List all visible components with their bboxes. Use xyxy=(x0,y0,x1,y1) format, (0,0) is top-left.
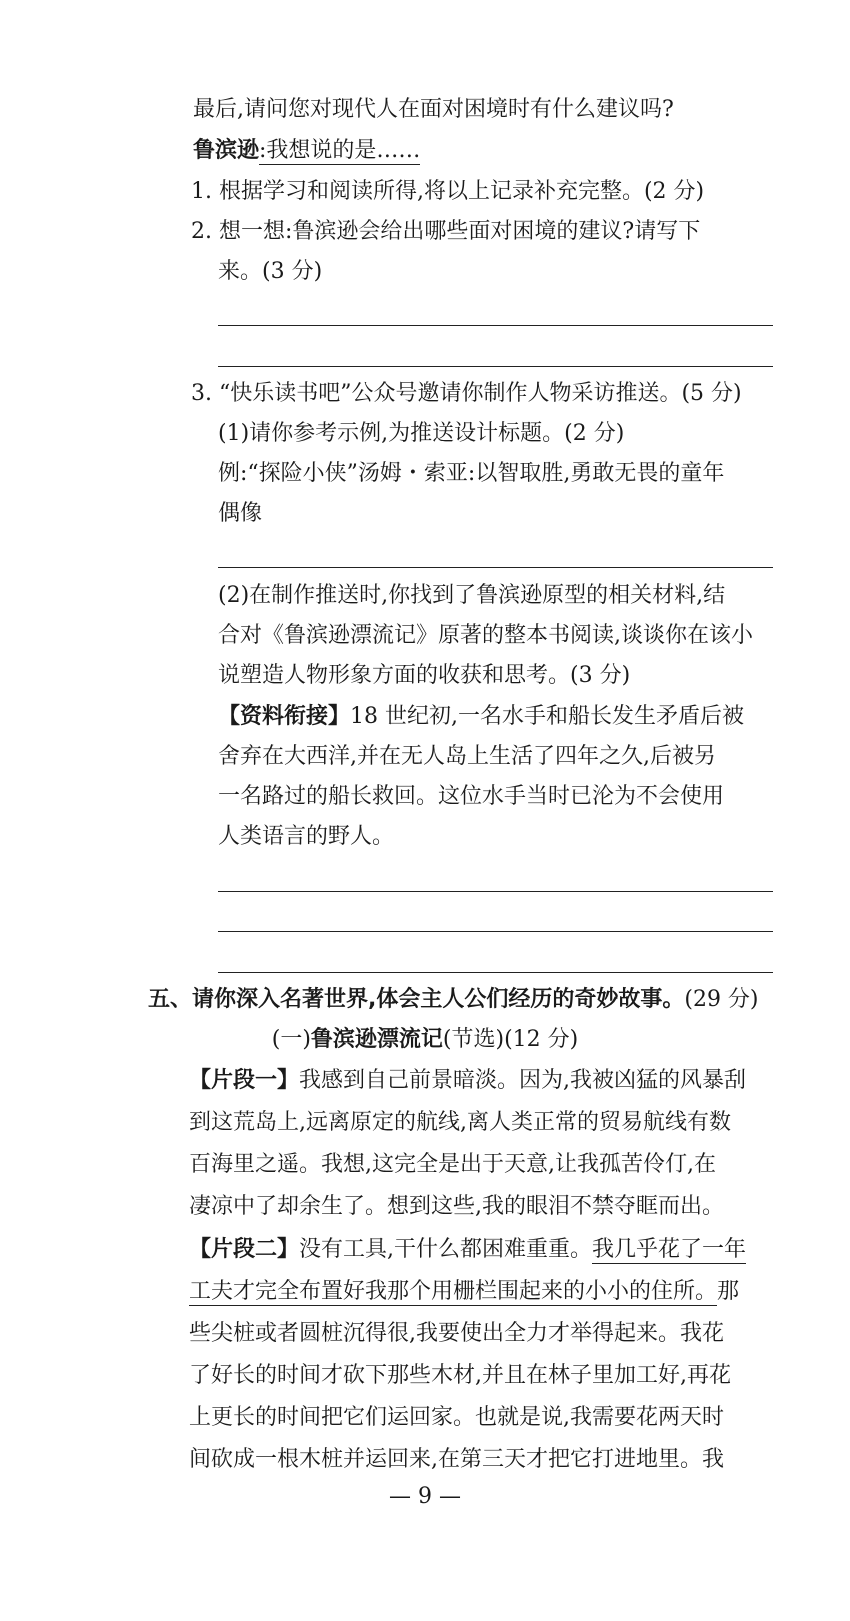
example-line-2: 偶像 xyxy=(218,501,263,526)
answer-line[interactable] xyxy=(218,567,773,568)
passage-2-label: 【片段二】 xyxy=(189,1237,300,1262)
answer-line[interactable] xyxy=(218,325,773,326)
passage-text: 我感到自己前景暗淡。因为,我被凶猛的风暴刮 xyxy=(299,1068,747,1093)
question-3-2-line-3: 说塑造人物形象方面的收获和思考。(3 分) xyxy=(218,663,631,688)
sub-heading-title: 鲁滨逊漂流记 xyxy=(310,1027,443,1052)
passage-2-line-5: 上更长的时间把它们运回家。也就是说,我需要花两天时 xyxy=(189,1405,724,1430)
reply-text: :我想说的是…… xyxy=(259,138,421,163)
passage-1-line-4: 凄凉中了却余生了。想到这些,我的眼泪不禁夺眶而出。 xyxy=(189,1194,724,1219)
material-line-2: 舍弃在大西洋,并在无人岛上生活了四年之久,后被另 xyxy=(218,744,716,769)
answer-line[interactable] xyxy=(218,972,773,973)
passage-1-line-1 xyxy=(189,1066,746,1096)
answer-line[interactable] xyxy=(218,366,773,367)
question-3-2-line-2: 合对《鲁滨逊漂流记》原著的整本书阅读,谈谈你在该小 xyxy=(218,623,753,648)
final-question: 最后,请问您对现代人在面对困境时有什么建议吗? xyxy=(193,97,674,122)
passage-2-line-3: 些尖桩或者圆桩沉得很,我要使出全力才举得起来。我花 xyxy=(189,1321,724,1346)
sub-heading-suffix: (节选)(12 分) xyxy=(442,1027,579,1052)
passage-2-line-4: 了好长的时间才砍下那些木材,并且在林子里加工好,再花 xyxy=(189,1363,731,1388)
passage-1-line-2: 到这荒岛上,远离原定的航线,离人类正常的贸易航线有数 xyxy=(189,1110,731,1135)
passage-2-line-2 xyxy=(189,1277,739,1307)
passage-1-line-3: 百海里之遥。我想,这完全是出于天意,让我孤苦伶仃,在 xyxy=(189,1152,716,1177)
sub-heading-prefix: (一) xyxy=(271,1027,311,1052)
speaker-label: 鲁滨逊 xyxy=(193,138,260,163)
passage-text: 没有工具,干什么都困难重重。 xyxy=(299,1237,593,1262)
example-line-1: 例:“探险小侠”汤姆・索亚:以智取胜,勇敢无畏的童年 xyxy=(218,461,725,486)
material-label: 【资料衔接】 xyxy=(218,704,351,729)
section-5-score: (29 分) xyxy=(684,987,759,1012)
question-3-1: (1)请你参考示例,为推送设计标题。(2 分) xyxy=(218,421,625,446)
question-1: 1. 根据学习和阅读所得,将以上记录补充完整。(2 分) xyxy=(191,179,705,204)
question-3-2-line-1: (2)在制作推送时,你找到了鲁滨逊原型的相关材料,结 xyxy=(218,583,726,608)
passage-2-line-1 xyxy=(189,1235,746,1265)
question-3: 3. “快乐读书吧”公众号邀请你制作人物采访推送。(5 分) xyxy=(191,381,742,406)
material-line-4: 人类语言的野人。 xyxy=(218,824,395,849)
passage-1-label: 【片段一】 xyxy=(189,1068,300,1093)
passage-2-line-6: 间砍成一根木桩并运回来,在第三天才把它打进地里。我 xyxy=(189,1447,724,1472)
material-line-3: 一名路过的船长救回。这位水手当时已沦为不会使用 xyxy=(218,784,725,809)
answer-line[interactable] xyxy=(218,891,773,892)
material-text: 18 世纪初,一名水手和船长发生矛盾后被 xyxy=(350,704,744,729)
section-5-title: 五、请你深入名著世界,体会主人公们经历的奇妙故事。 xyxy=(148,987,685,1012)
sub-heading xyxy=(0,1025,850,1055)
question-2-line-2: 来。(3 分) xyxy=(218,259,323,284)
question-2-line-1: 2. 想一想:鲁滨逊会给出哪些面对困境的建议?请写下 xyxy=(191,219,701,244)
reply-line xyxy=(193,136,420,166)
material-line-1 xyxy=(218,702,744,732)
page-number: — 9 — xyxy=(389,1484,461,1509)
underlined-sentence: 工夫才完全布置好我那个用栅栏围起来的小小的住所。 xyxy=(189,1279,718,1304)
section-5-heading xyxy=(148,985,759,1015)
underlined-sentence: 我几乎花了一年 xyxy=(592,1237,747,1262)
passage-text: 那 xyxy=(717,1279,740,1304)
answer-line[interactable] xyxy=(218,931,773,932)
